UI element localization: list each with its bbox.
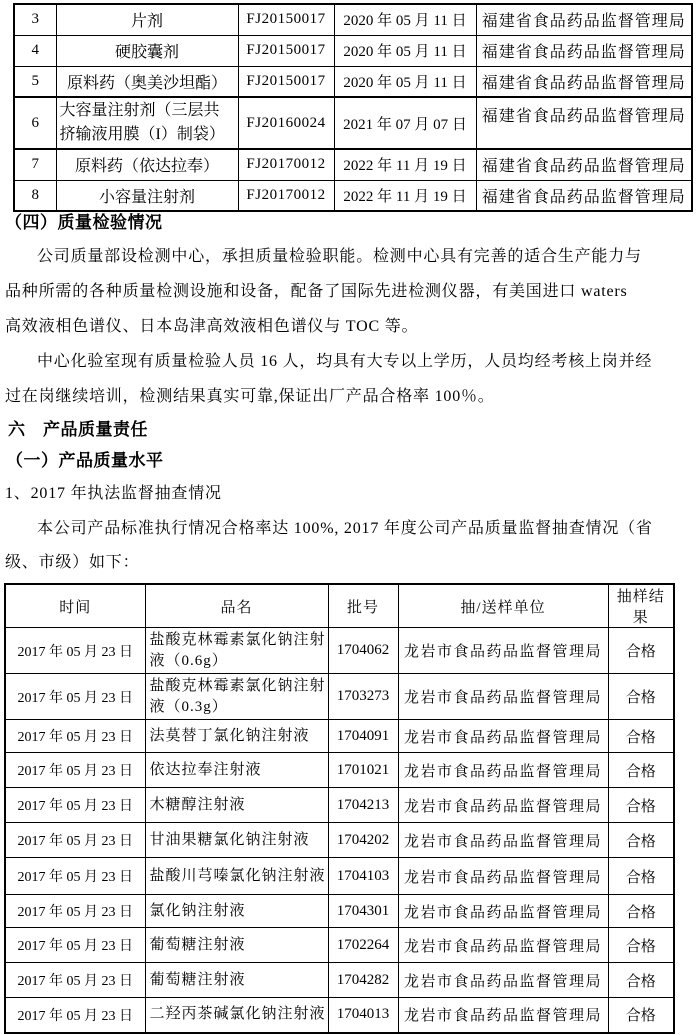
valid-date: 2021 年 07 月 07 日 xyxy=(334,97,476,149)
paragraph-line: 中心化验室现有质量检验人员 16 人，均具有大专以上学历，人员均经考核上岗并经 xyxy=(37,353,653,370)
sampling-result: 合格 xyxy=(608,753,674,788)
table-row xyxy=(5,963,674,998)
row-number: 4 xyxy=(14,35,56,66)
dosage-form: 原料药（依达拉奉） xyxy=(56,149,238,180)
product-name: 葡萄糖注射液 xyxy=(145,928,328,963)
sampling-result: 合格 xyxy=(608,895,674,928)
sampling-unit: 龙岩市食品药品监督管理局 xyxy=(398,998,608,1033)
paragraph-line: 公司质量部设检测中心，承担质量检验职能。检测中心具有完善的适合生产能力与 xyxy=(37,248,642,265)
sample-date: 2017 年 05 月 23 日 xyxy=(5,858,145,895)
sampling-result: 合格 xyxy=(608,963,674,998)
valid-date: 2020 年 05 月 11 日 xyxy=(334,4,476,35)
sample-date: 2017 年 05 月 23 日 xyxy=(5,674,145,720)
sample-date: 2017 年 05 月 23 日 xyxy=(5,628,145,674)
sampling-result: 合格 xyxy=(608,858,674,895)
sampling-unit: 龙岩市食品药品监督管理局 xyxy=(398,674,608,720)
product-name: 木糖醇注射液 xyxy=(145,788,328,823)
product-name: 盐酸克林霉素氯化钠注射液（0.3g） xyxy=(145,674,328,720)
sample-date: 2017 年 05 月 23 日 xyxy=(5,823,145,858)
sampling-unit: 龙岩市食品药品监督管理局 xyxy=(398,823,608,858)
product-name: 甘油果糖氯化钠注射液 xyxy=(145,823,328,858)
table-row xyxy=(5,858,674,895)
sampling-result: 合格 xyxy=(608,998,674,1033)
table-row xyxy=(5,720,674,753)
product-name: 依达拉奉注射液 xyxy=(145,753,328,788)
table-header-row xyxy=(5,584,674,628)
table-row xyxy=(5,788,674,823)
product-name: 盐酸川芎嗪氯化钠注射液 xyxy=(145,858,328,895)
sampling-result: 合格 xyxy=(608,674,674,720)
header-result: 抽样结果 xyxy=(608,584,674,628)
dosage-form xyxy=(56,97,238,149)
valid-date: 2022 年 11 月 19 日 xyxy=(334,149,476,180)
sample-date: 2017 年 05 月 23 日 xyxy=(5,928,145,963)
dosage-form-line2: 挤输液用膜（I）制袋） xyxy=(59,126,225,143)
subsection-heading-quality-level: （一）产品质量水平 xyxy=(6,451,164,470)
row-number: 7 xyxy=(14,149,56,180)
product-name: 法莫替丁氯化钠注射液 xyxy=(145,720,328,753)
product-name: 氯化钠注射液 xyxy=(145,895,328,928)
valid-date: 2020 年 05 月 11 日 xyxy=(334,35,476,66)
table-row xyxy=(5,628,674,674)
dosage-form: 小容量注射剂 xyxy=(56,180,238,211)
issuing-authority: 福建省食品药品监督管理局 xyxy=(476,149,692,180)
certificate-no: FJ20170012 xyxy=(238,149,334,180)
sample-date: 2017 年 05 月 23 日 xyxy=(5,720,145,753)
paragraph-line: 过在岗继续培训，检测结果真实可靠,保证出厂产品合格率 100％。 xyxy=(5,388,495,405)
batch-no: 1704301 xyxy=(328,895,398,928)
sampling-result: 合格 xyxy=(608,720,674,753)
batch-no: 1703273 xyxy=(328,674,398,720)
table-row xyxy=(5,928,674,963)
valid-date: 2020 年 05 月 11 日 xyxy=(334,66,476,97)
dosage-form: 原料药（奥美沙坦酯） xyxy=(56,66,238,97)
batch-no: 1704062 xyxy=(328,628,398,674)
dosage-form: 片剂 xyxy=(56,4,238,35)
sample-date: 2017 年 05 月 23 日 xyxy=(5,895,145,928)
issuing-authority: 福建省食品药品监督管理局 xyxy=(476,4,692,35)
row-number: 3 xyxy=(14,4,56,35)
sampling-unit: 龙岩市食品药品监督管理局 xyxy=(398,858,608,895)
table-row xyxy=(14,66,692,97)
table-row xyxy=(5,753,674,788)
sample-date: 2017 年 05 月 23 日 xyxy=(5,753,145,788)
sampling-results-table xyxy=(4,583,675,1034)
table-row xyxy=(14,180,692,211)
paragraph-line: 级、市级）如下： xyxy=(5,554,140,571)
section-heading-product-quality: 六 产品质量责任 xyxy=(8,420,148,439)
table-row xyxy=(14,97,692,149)
sampling-unit: 龙岩市食品药品监督管理局 xyxy=(398,895,608,928)
row-number: 5 xyxy=(14,66,56,97)
certificate-no: FJ20160024 xyxy=(238,97,334,149)
sampling-unit: 龙岩市食品药品监督管理局 xyxy=(398,928,608,963)
batch-no: 1704202 xyxy=(328,823,398,858)
batch-no: 1704013 xyxy=(328,998,398,1033)
sample-date: 2017 年 05 月 23 日 xyxy=(5,998,145,1033)
sampling-unit: 龙岩市食品药品监督管理局 xyxy=(398,753,608,788)
paragraph-line: 高效液相色谱仪、日本岛津高效液相色谱仪与 TOC 等。 xyxy=(5,318,419,335)
issuing-authority: 福建省食品药品监督管理局 xyxy=(476,35,692,66)
header-time: 时间 xyxy=(5,584,145,628)
valid-date: 2022 年 11 月 19 日 xyxy=(334,180,476,211)
table-row xyxy=(5,895,674,928)
sampling-unit: 龙岩市食品药品监督管理局 xyxy=(398,963,608,998)
sample-date: 2017 年 05 月 23 日 xyxy=(5,963,145,998)
dosage-form: 硬胶囊剂 xyxy=(56,35,238,66)
sampling-unit: 龙岩市食品药品监督管理局 xyxy=(398,628,608,674)
item-title-2017-sampling: 1、2017 年执法监督抽查情况 xyxy=(5,485,222,502)
sampling-result: 合格 xyxy=(608,628,674,674)
batch-no: 1704213 xyxy=(328,788,398,823)
batch-no: 1702264 xyxy=(328,928,398,963)
section-heading-quality-inspection: （四）质量检验情况 xyxy=(5,213,163,232)
product-name: 盐酸克林霉素氯化钠注射液（0.6g） xyxy=(145,628,328,674)
paragraph-line: 品种所需的各种质量检测设施和设备，配备了国际先进检测仪器，有美国进口 waters xyxy=(5,283,628,300)
table-row xyxy=(14,35,692,66)
row-number: 6 xyxy=(14,97,56,149)
paragraph-line: 本公司产品标准执行情况合格率达 100%, 2017 年度公司产品质量监督抽查情况（省 xyxy=(37,520,653,537)
certificate-no: FJ20150017 xyxy=(238,4,334,35)
issuing-authority: 福建省食品药品监督管理局 xyxy=(476,180,692,211)
certificate-no: FJ20150017 xyxy=(238,66,334,97)
table-row xyxy=(5,998,674,1033)
sampling-unit: 龙岩市食品药品监督管理局 xyxy=(398,788,608,823)
sample-date: 2017 年 05 月 23 日 xyxy=(5,788,145,823)
batch-no: 1704282 xyxy=(328,963,398,998)
table-row xyxy=(5,674,674,720)
sampling-result: 合格 xyxy=(608,928,674,963)
header-batch: 批号 xyxy=(328,584,398,628)
batch-no: 1704091 xyxy=(328,720,398,753)
sampling-result: 合格 xyxy=(608,823,674,858)
product-name: 葡萄糖注射液 xyxy=(145,963,328,998)
batch-no: 1701021 xyxy=(328,753,398,788)
certificate-no: FJ20150017 xyxy=(238,35,334,66)
header-product: 品名 xyxy=(145,584,328,628)
certificate-table xyxy=(13,3,693,212)
certificate-no: FJ20170012 xyxy=(238,180,334,211)
sampling-unit: 龙岩市食品药品监督管理局 xyxy=(398,720,608,753)
product-name: 二羟丙茶碱氯化钠注射液 xyxy=(145,998,328,1033)
sampling-result: 合格 xyxy=(608,788,674,823)
header-unit: 抽/送样单位 xyxy=(398,584,608,628)
table-row xyxy=(14,4,692,35)
dosage-form-line1: 大容量注射剂（三层共 xyxy=(59,102,220,119)
issuing-authority: 福建省食品药品监督管理局 xyxy=(476,97,692,149)
table-row xyxy=(5,823,674,858)
issuing-authority: 福建省食品药品监督管理局 xyxy=(476,66,692,97)
batch-no: 1704103 xyxy=(328,858,398,895)
table-row xyxy=(14,149,692,180)
row-number: 8 xyxy=(14,180,56,211)
